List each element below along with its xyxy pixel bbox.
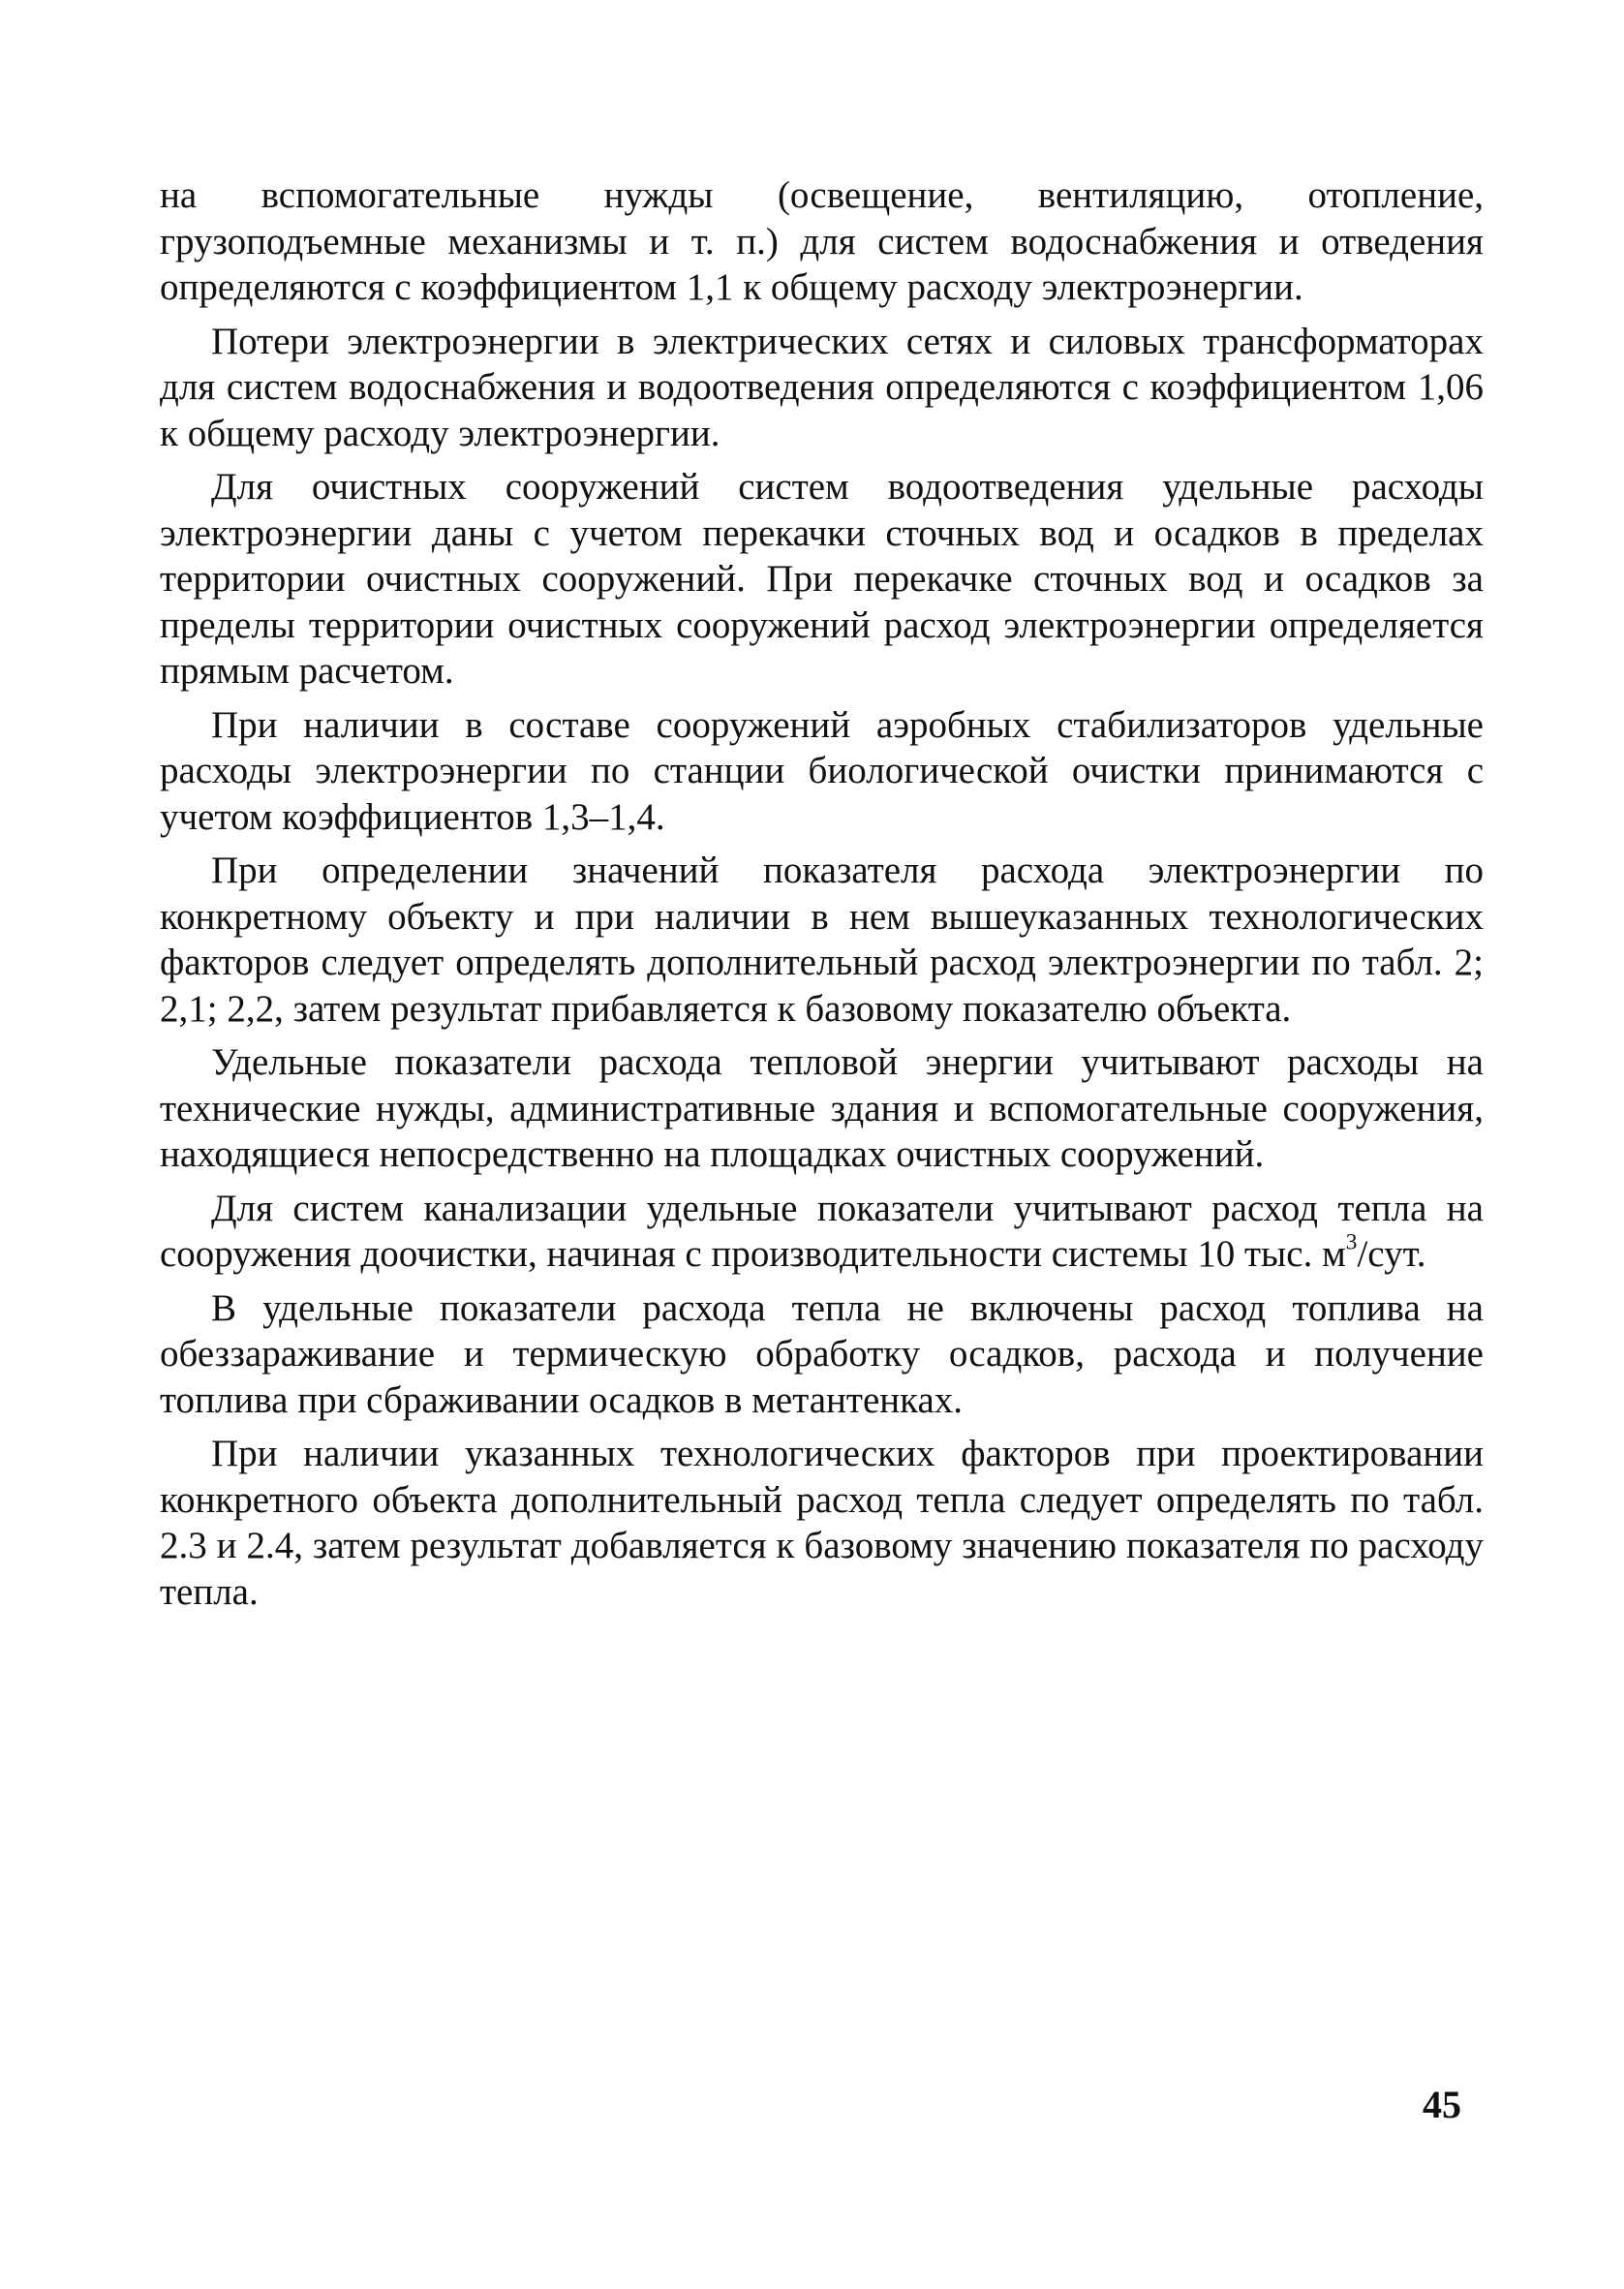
- paragraph-auxiliary-needs: на вспомогательные нужды (освещение, вентиляцию, отопление, грузоподъемные механизмы и т. п.) для систем водоснабжения и отведения определяются с коэффициентом 1,1 к общему расходу электроэнергии.: [160, 174, 1484, 308]
- sewer-text: Для систем канализации удельные показатели учитывают расход тепла на сооружения доочистки, начиная с производительности системы 10 тыс. м: [160, 1187, 1484, 1275]
- paragraph-treatment-facilities: Для очистных сооружений систем водоотведения удельные расходы электроэнергии даны с учетом перекачки сточных вод и осадков в пределах территории очистных сооружений. При перекачке сточных вод и осадков за пределы территории очистных сооружений расход электроэнергии определяется прямым расчетом.: [160, 466, 1484, 692]
- paragraph-design-factors: При наличии указанных технологических факторов при проектировании конкретного объекта дополнительный расход тепла следует определять по табл. 2.3 и 2.4, затем результат добавляется к базовому значению показателя по расходу тепла.: [160, 1433, 1484, 1613]
- paragraph-aerobic-stabilizers: При наличии в составе сооружений аэробных стабилизаторов удельные расходы электроэнергии по станции биологической очистки принимаются с учетом коэффициентов 1,3–1,4.: [160, 703, 1484, 838]
- page-number: 45: [1423, 2083, 1461, 2126]
- paragraph-fuel-exclusion: В удельные показатели расхода тепла не включены расход топлива на обеззараживание и термическую обработку осадков, расхода и получение топлива при сбраживании осадков в метантенках.: [160, 1286, 1484, 1421]
- paragraph-sewer-systems: [160, 1186, 1484, 1278]
- paragraph-power-losses: Потери электроэнергии в электрических сетях и силовых трансформаторах для систем водоснабжения и водоотведения определяются с коэффициентом 1,06 к общему расходу электроэнергии.: [160, 320, 1484, 454]
- paragraph-heat-indicators: Удельные показатели расхода тепловой энергии учитывают расходы на технические нужды, административные здания и вспомогательные сооружения, находящиеся непосредственно на площадках очистных сооружений.: [160, 1041, 1484, 1175]
- sewer-unit-text: /сут.: [1357, 1233, 1426, 1275]
- document-body: [160, 172, 1484, 1615]
- paragraph-additional-consumption: При определении значений показателя расхода электроэнергии по конкретному объекту и при наличии в нем вышеуказанных технологических факторов следует определять дополнительный расход электроэнергии по табл. 2; 2,1; 2,2, затем результат прибавляется к базовому показателю объекта.: [160, 850, 1484, 1030]
- superscript-three: 3: [1345, 1229, 1358, 1255]
